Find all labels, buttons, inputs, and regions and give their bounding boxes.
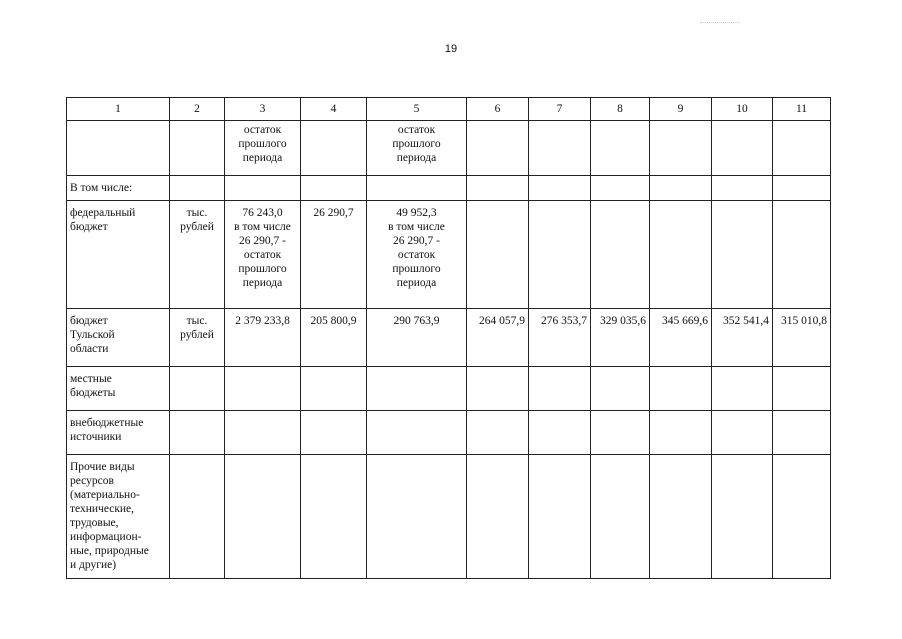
table-cell [773,367,831,411]
table-cell [170,455,225,579]
table-cell [529,367,591,411]
table-cell [650,411,712,455]
table-cell: 315 010,8 [773,309,831,367]
table-cell [529,201,591,309]
page-number: 19 [444,43,458,55]
table-cell: федеральный бюджет [67,201,170,309]
scan-artifact [700,22,740,24]
column-number-cell: 4 [301,98,367,121]
table-cell [773,176,831,201]
table-cell: В том числе: [67,176,170,201]
column-number-row [67,98,831,121]
table-row-regional-budget [67,309,831,367]
table-cell [650,201,712,309]
table-cell [170,121,225,176]
table-cell [301,176,367,201]
table-cell [467,201,529,309]
table-cell [225,411,301,455]
table-cell: местные бюджеты [67,367,170,411]
table-cell [591,201,650,309]
table-cell [529,455,591,579]
table-cell: 276 353,7 [529,309,591,367]
table-cell [367,411,467,455]
table-cell: тыс. рублей [170,201,225,309]
table-cell [773,455,831,579]
table-cell [591,411,650,455]
table-row-federal-budget [67,201,831,309]
column-number-cell: 9 [650,98,712,121]
table-cell [170,411,225,455]
table-cell [225,176,301,201]
table-cell: 329 035,6 [591,309,650,367]
column-number-cell: 2 [170,98,225,121]
table-cell [712,121,773,176]
table-cell [467,367,529,411]
table-cell: остаток прошлого периода [367,121,467,176]
table-cell [712,455,773,579]
table-row-carryover-note [67,121,831,176]
table-cell [367,367,467,411]
table-cell: 76 243,0 в том числе 26 290,7 - остаток прошлого периода [225,201,301,309]
table-cell: бюджет Тульской области [67,309,170,367]
table-cell [773,411,831,455]
table-cell: Прочие виды ресурсов (материально- технические, трудовые, информацион- ные, природные и другие) [67,455,170,579]
table-cell [591,367,650,411]
table-cell [67,121,170,176]
table-cell [650,367,712,411]
table-cell: внебюджетные источники [67,411,170,455]
table-cell: остаток прошлого периода [225,121,301,176]
table-cell [650,455,712,579]
table-cell: 205 800,9 [301,309,367,367]
table-cell [301,367,367,411]
table-cell [467,455,529,579]
table-cell [650,176,712,201]
column-number-cell: 8 [591,98,650,121]
column-number-cell: 1 [67,98,170,121]
table-cell [225,455,301,579]
table-cell [773,201,831,309]
table-cell [712,176,773,201]
table-cell [529,411,591,455]
table-cell [467,176,529,201]
table-cell [367,455,467,579]
table-row-other-resources [67,455,831,579]
table-cell [712,201,773,309]
table-cell [301,455,367,579]
table-cell [773,121,831,176]
column-number-cell: 7 [529,98,591,121]
table-cell [170,367,225,411]
column-number-cell: 3 [225,98,301,121]
table-cell: 345 669,6 [650,309,712,367]
table-cell: 49 952,3 в том числе 26 290,7 - остаток прошлого периода [367,201,467,309]
column-number-cell: 11 [773,98,831,121]
table-cell [591,121,650,176]
table-cell [301,411,367,455]
table-cell [712,411,773,455]
table-cell [467,121,529,176]
table-cell [529,176,591,201]
table-cell [467,411,529,455]
table-cell [591,455,650,579]
resource-table [66,97,831,579]
table-cell [591,176,650,201]
table-cell [170,176,225,201]
table-cell [712,367,773,411]
table-row-including [67,176,831,201]
column-number-cell: 6 [467,98,529,121]
table-row-local-budgets [67,367,831,411]
table-cell: 264 057,9 [467,309,529,367]
table-cell [301,121,367,176]
column-number-cell: 10 [712,98,773,121]
table-cell: 290 763,9 [367,309,467,367]
table-cell [650,121,712,176]
table-cell: 26 290,7 [301,201,367,309]
table-cell: тыс. рублей [170,309,225,367]
table-cell [529,121,591,176]
table-cell [367,176,467,201]
column-number-cell: 5 [367,98,467,121]
table-cell [225,367,301,411]
table-row-extrabudgetary [67,411,831,455]
table-cell: 2 379 233,8 [225,309,301,367]
table-cell: 352 541,4 [712,309,773,367]
